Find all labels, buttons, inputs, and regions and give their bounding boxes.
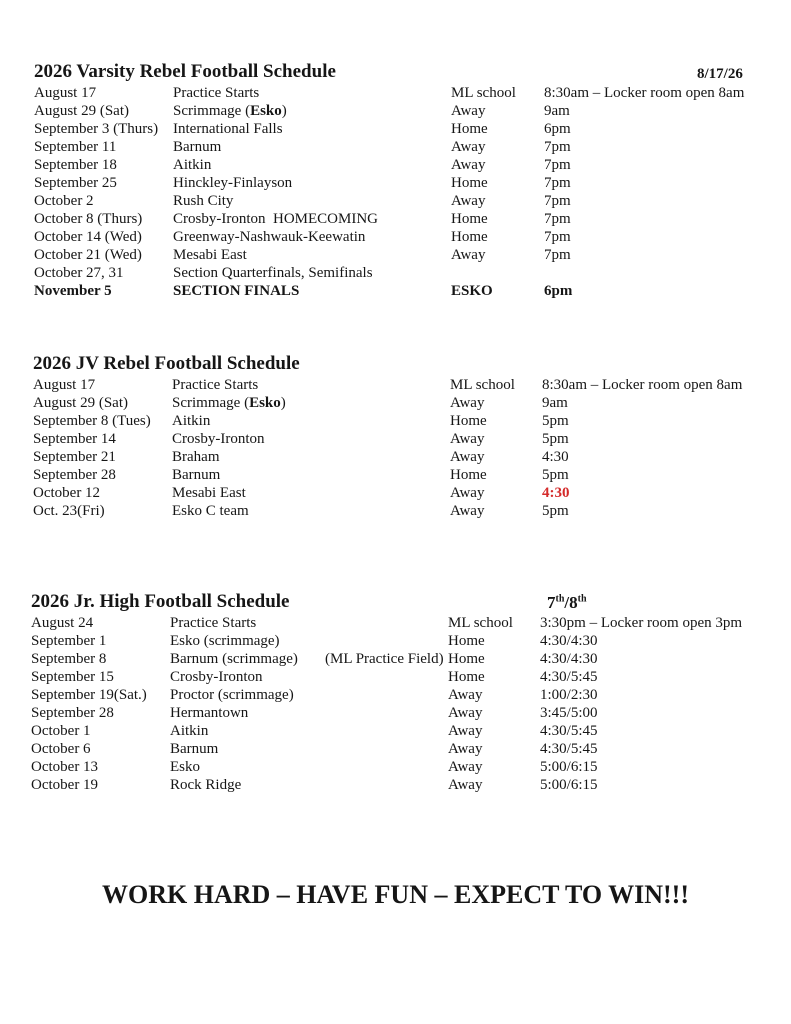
- game-time: 1:00/2:30: [540, 687, 598, 703]
- game-location: Home: [451, 211, 488, 227]
- game-time: 4:30/5:45: [540, 669, 598, 685]
- game-location: Away: [448, 687, 483, 703]
- game-date: Oct. 23(Fri): [33, 503, 105, 519]
- game-time: 5pm: [542, 467, 569, 483]
- game-time: 6pm: [544, 283, 573, 299]
- table-row: [0, 282, 791, 300]
- game-location: Away: [451, 157, 486, 173]
- game-date: October 12: [33, 485, 101, 501]
- game-date: August 24: [31, 615, 94, 631]
- game-opponent: Crosby-Ironton: [172, 431, 265, 447]
- game-location: Away: [448, 777, 483, 793]
- game-date: October 6: [31, 741, 91, 757]
- table-row: [0, 614, 791, 632]
- opponent-prefix: Scrimmage (: [173, 103, 251, 119]
- game-time: 4:30/4:30: [540, 633, 598, 649]
- game-location: Away: [448, 741, 483, 757]
- game-time: 7pm: [544, 229, 571, 245]
- game-location: Away: [450, 395, 485, 411]
- game-location: Away: [451, 247, 486, 263]
- grade-b-suffix: th: [577, 593, 587, 605]
- game-location: ESKO: [451, 283, 493, 299]
- game-location: Home: [451, 121, 488, 137]
- table-row: [0, 412, 791, 430]
- game-location: Home: [451, 229, 488, 245]
- game-location: Away: [450, 431, 485, 447]
- game-opponent: Esko: [170, 759, 200, 775]
- game-opponent: Hermantown: [170, 705, 249, 721]
- game-opponent: Rock Ridge: [170, 777, 242, 793]
- game-date: August 17: [33, 377, 96, 393]
- opponent-suffix: ): [280, 395, 286, 411]
- varsity-title: 2026 Varsity Rebel Football Schedule: [34, 61, 336, 82]
- game-location: Home: [450, 467, 487, 483]
- table-row: [0, 156, 791, 174]
- table-row: [0, 246, 791, 264]
- table-row: [0, 84, 791, 102]
- grades-label: [547, 593, 587, 613]
- game-time: 6pm: [544, 121, 571, 137]
- game-location: ML school: [450, 377, 515, 393]
- game-date: September 3 (Thurs): [34, 121, 159, 137]
- game-location: Home: [448, 633, 485, 649]
- game-time: 7pm: [544, 139, 571, 155]
- game-date: September 25: [34, 175, 117, 191]
- game-opponent: Mesabi East: [173, 247, 247, 263]
- table-row: [0, 264, 791, 282]
- game-time: 4:30/5:45: [540, 741, 598, 757]
- game-date: September 28: [33, 467, 116, 483]
- table-row: [0, 466, 791, 484]
- game-date: October 1: [31, 723, 91, 739]
- game-opponent: Section Quarterfinals, Semifinals: [173, 265, 373, 281]
- jv-title: 2026 JV Rebel Football Schedule: [33, 353, 300, 374]
- game-date: September 8 (Tues): [33, 413, 151, 429]
- game-location: Away: [451, 139, 486, 155]
- game-time: 4:30/5:45: [540, 723, 598, 739]
- game-time: 5pm: [542, 431, 569, 447]
- game-location: Home: [450, 413, 487, 429]
- game-location: Away: [450, 503, 485, 519]
- game-opponent: Proctor (scrimmage): [170, 687, 294, 703]
- table-row: [0, 650, 791, 668]
- game-time: 5pm: [542, 503, 569, 519]
- game-note: (ML Practice Field): [325, 651, 444, 667]
- game-opponent: Braham: [172, 449, 220, 465]
- game-opponent: Mesabi East: [172, 485, 246, 501]
- table-row: [0, 502, 791, 520]
- game-date: October 19: [31, 777, 99, 793]
- game-time: 7pm: [544, 211, 571, 227]
- game-date: August 29 (Sat): [34, 103, 129, 119]
- game-opponent: International Falls: [173, 121, 283, 137]
- game-location: Away: [448, 705, 483, 721]
- game-opponent: Aitkin: [172, 413, 211, 429]
- motto-banner: WORK HARD – HAVE FUN – EXPECT TO WIN!!!: [102, 880, 689, 909]
- game-time: 7pm: [544, 247, 571, 263]
- game-time: 5pm: [542, 413, 569, 429]
- game-date: August 29 (Sat): [33, 395, 128, 411]
- table-row: [0, 394, 791, 412]
- game-opponent: Esko (scrimmage): [170, 633, 280, 649]
- game-opponent: Practice Starts: [173, 85, 260, 101]
- game-date: October 8 (Thurs): [34, 211, 143, 227]
- game-location: Home: [451, 175, 488, 191]
- game-date: September 19(Sat.): [31, 687, 147, 703]
- opponent-prefix: Scrimmage (: [172, 395, 250, 411]
- game-location: Away: [450, 449, 485, 465]
- game-opponent: Aitkin: [173, 157, 212, 173]
- game-date: November 5: [34, 283, 112, 299]
- game-date: October 2: [34, 193, 94, 209]
- game-date: September 11: [34, 139, 117, 155]
- game-time: 3:30pm – Locker room open 3pm: [540, 615, 743, 631]
- game-opponent: Barnum: [172, 467, 221, 483]
- game-opponent: Esko C team: [172, 503, 249, 519]
- game-time: 9am: [542, 395, 568, 411]
- document-date: 8/17/26: [697, 66, 743, 82]
- table-row: [0, 484, 791, 502]
- game-opponent: [173, 102, 287, 120]
- game-time: 8:30am – Locker room open 8am: [544, 85, 745, 101]
- game-opponent: Crosby-Ironton HOMECOMING: [173, 211, 378, 227]
- game-opponent: SECTION FINALS: [173, 283, 300, 299]
- table-row: [0, 120, 791, 138]
- game-date: October 14 (Wed): [34, 229, 142, 245]
- table-row: [0, 704, 791, 722]
- table-row: [0, 722, 791, 740]
- game-opponent: Rush City: [173, 193, 234, 209]
- game-opponent: Aitkin: [170, 723, 209, 739]
- game-location: Away: [451, 103, 486, 119]
- table-row: [0, 740, 791, 758]
- table-row: [0, 758, 791, 776]
- game-opponent: Practice Starts: [172, 377, 259, 393]
- game-location: Home: [448, 669, 485, 685]
- table-row: [0, 376, 791, 394]
- game-time: 8:30am – Locker room open 8am: [542, 377, 743, 393]
- game-date: September 21: [33, 449, 116, 465]
- opponent-bold: Esko: [250, 103, 282, 119]
- game-opponent: Practice Starts: [170, 615, 257, 631]
- game-date: October 21 (Wed): [34, 247, 142, 263]
- game-location: Away: [451, 193, 486, 209]
- grade-a-suffix: th: [555, 593, 565, 605]
- jrhigh-title: 2026 Jr. High Football Schedule: [31, 591, 290, 612]
- game-opponent: Crosby-Ironton: [170, 669, 263, 685]
- table-row: [0, 102, 791, 120]
- game-opponent: Barnum: [170, 741, 219, 757]
- game-location: ML school: [451, 85, 516, 101]
- opponent-suffix: ): [281, 103, 287, 119]
- game-date: September 1: [31, 633, 107, 649]
- table-row: [0, 686, 791, 704]
- grade-b: 8: [569, 593, 578, 612]
- game-time: 5:00/6:15: [540, 759, 598, 775]
- table-row: [0, 430, 791, 448]
- table-row: [0, 174, 791, 192]
- game-date: September 28: [31, 705, 114, 721]
- table-row: [0, 138, 791, 156]
- table-row: [0, 448, 791, 466]
- table-row: [0, 776, 791, 794]
- game-time: 7pm: [544, 175, 571, 191]
- table-row: [0, 210, 791, 228]
- game-date: September 8: [31, 651, 107, 667]
- game-date: September 14: [33, 431, 116, 447]
- game-date: August 17: [34, 85, 97, 101]
- game-time: 9am: [544, 103, 570, 119]
- game-opponent: Barnum: [173, 139, 222, 155]
- opponent-bold: Esko: [249, 395, 281, 411]
- game-location: Away: [450, 485, 485, 501]
- game-date: October 27, 31: [34, 265, 124, 281]
- game-time: 7pm: [544, 157, 571, 173]
- game-location: ML school: [448, 615, 513, 631]
- game-date: October 13: [31, 759, 99, 775]
- game-time-highlighted: 4:30: [542, 485, 570, 501]
- game-time: 4:30: [542, 449, 569, 465]
- grade-separator: /: [564, 593, 570, 612]
- game-opponent: Hinckley-Finlayson: [173, 175, 293, 191]
- game-date: September 15: [31, 669, 114, 685]
- game-opponent: [172, 394, 286, 412]
- game-opponent: Barnum (scrimmage): [170, 651, 298, 667]
- table-row: [0, 632, 791, 650]
- game-date: September 18: [34, 157, 117, 173]
- game-opponent: Greenway-Nashwauk-Keewatin: [173, 229, 366, 245]
- game-time: 5:00/6:15: [540, 777, 598, 793]
- game-location: Away: [448, 759, 483, 775]
- game-time: 3:45/5:00: [540, 705, 598, 721]
- game-time: 7pm: [544, 193, 571, 209]
- table-row: [0, 668, 791, 686]
- game-location: Home: [448, 651, 485, 667]
- table-row: [0, 228, 791, 246]
- game-time: 4:30/4:30: [540, 651, 598, 667]
- game-location: Away: [448, 723, 483, 739]
- grade-a: 7: [547, 593, 556, 612]
- table-row: [0, 192, 791, 210]
